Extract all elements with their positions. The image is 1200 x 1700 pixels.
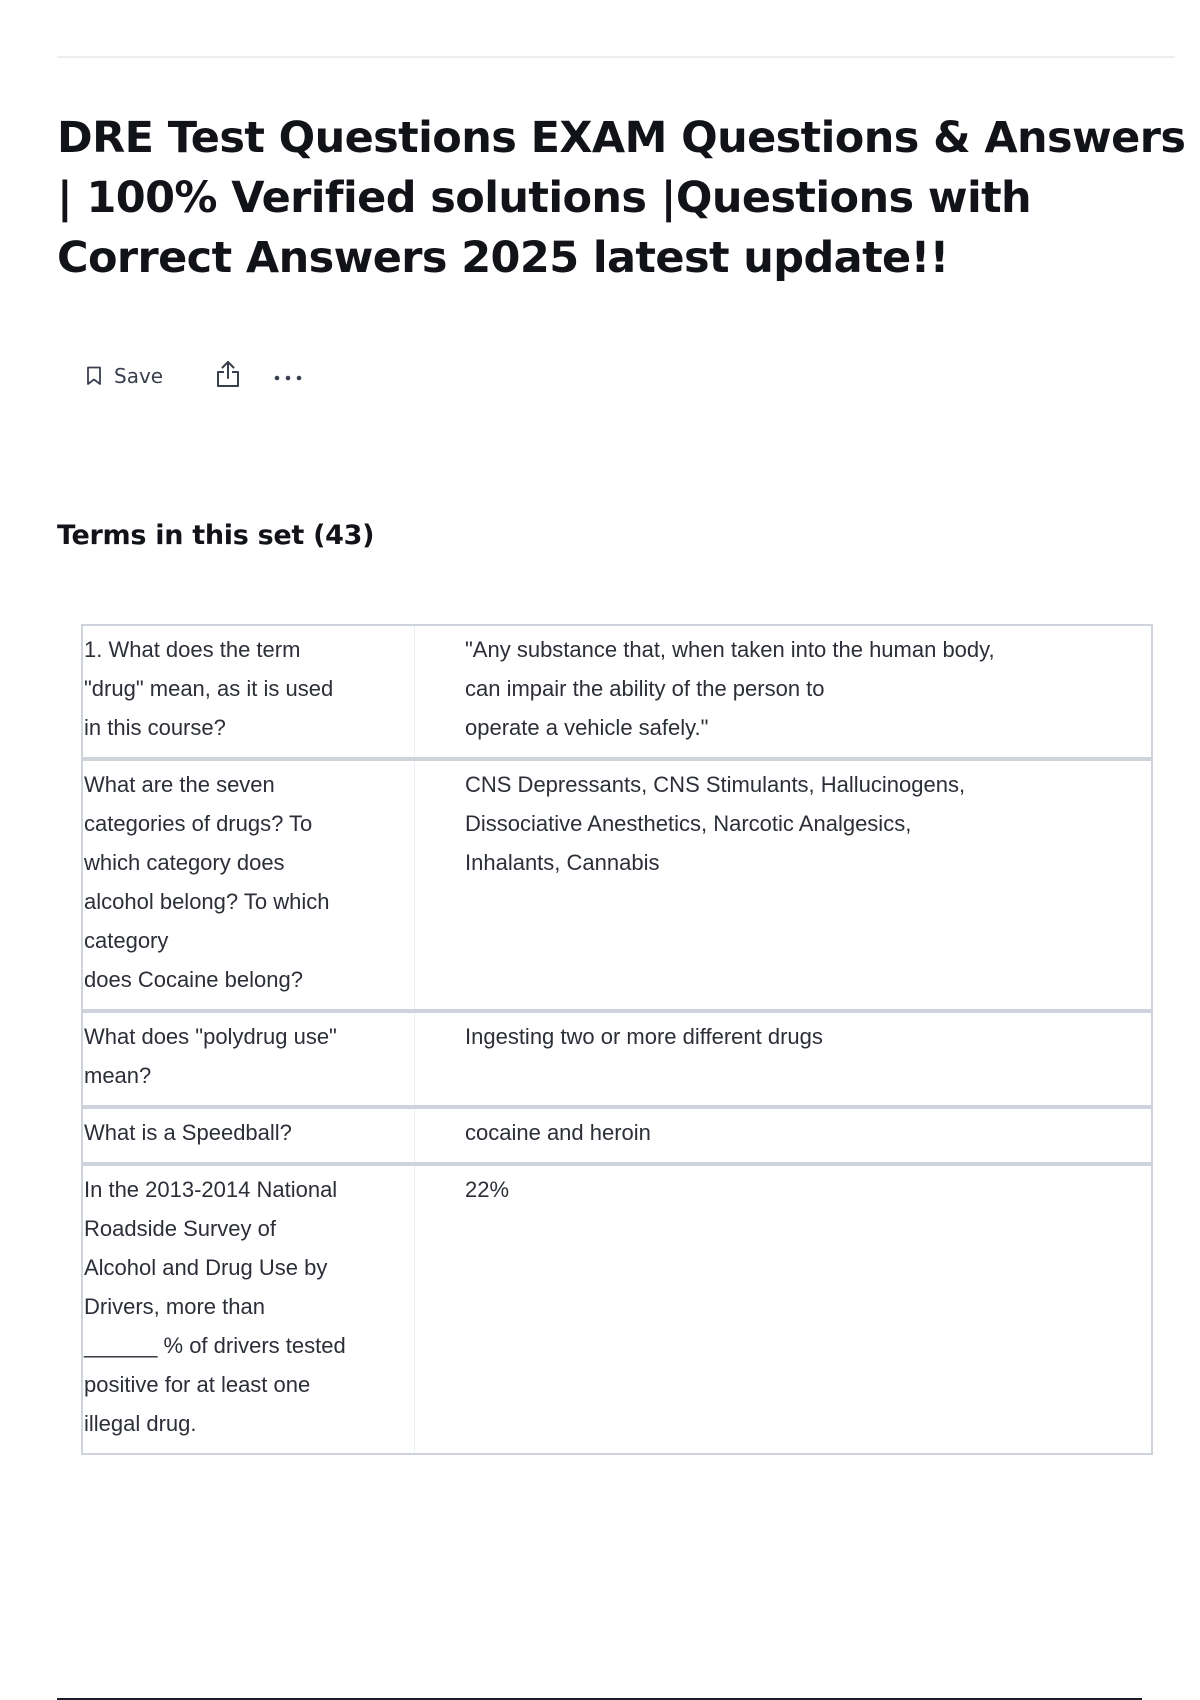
table-row: [82, 1107, 1152, 1164]
terms-table: [81, 624, 1153, 1455]
definition-cell: [415, 759, 1153, 1011]
share-button[interactable]: [215, 359, 241, 393]
term-text: 1. What does the term "drug" mean, as it is used in this course?: [84, 637, 334, 740]
document-toolbar: [86, 358, 303, 394]
definition-cell: [415, 1011, 1153, 1107]
definition-text: cocaine and heroin: [465, 1120, 651, 1145]
definition-text: Ingesting two or more different drugs: [465, 1024, 823, 1049]
term-text: In the 2013-2014 National Roadside Survey of Alcohol and Drug Use by Drivers, more than ______ % of drivers tested positive for at least one illegal drug.: [84, 1177, 346, 1436]
term-cell: [82, 625, 415, 759]
definition-text: 22%: [465, 1177, 510, 1202]
more-options-icon: [273, 367, 303, 386]
table-row: [82, 1011, 1152, 1107]
definition-cell: [415, 625, 1153, 759]
term-text: What does "polydrug use" mean?: [84, 1024, 337, 1088]
share-icon: [215, 359, 241, 393]
term-cell: [82, 1164, 415, 1454]
term-cell: [82, 1011, 415, 1107]
more-options-button[interactable]: [273, 367, 303, 386]
table-row: [82, 759, 1152, 1011]
document-title: DRE Test Questions EXAM Questions & Answers | 100% Verified solutions |Questions with Correct Answers 2025 latest update!!: [57, 113, 1186, 283]
term-cell: [82, 759, 415, 1011]
table-row: [82, 1164, 1152, 1454]
definition-cell: [415, 1164, 1153, 1454]
save-label: Save: [114, 364, 164, 388]
bookmark-icon: [86, 366, 102, 386]
definition-text: CNS Depressants, CNS Stimulants, Hallucinogens, Dissociative Anesthetics, Narcotic Analgesics, Inhalants, Cannabis: [465, 772, 966, 875]
term-text: What are the seven categories of drugs? To which category does alcohol belong? To which category does Cocaine belong?: [84, 772, 330, 992]
top-divider: [57, 56, 1175, 58]
table-row: [82, 625, 1152, 759]
definition-text: "Any substance that, when taken into the human body, can impair the ability of the person to operate a vehicle safely.": [465, 637, 995, 740]
terms-heading: Terms in this set (43): [57, 520, 375, 551]
save-button[interactable]: [86, 364, 163, 388]
term-cell: [82, 1107, 415, 1164]
term-text: What is a Speedball?: [84, 1120, 292, 1145]
definition-cell: [415, 1107, 1153, 1164]
